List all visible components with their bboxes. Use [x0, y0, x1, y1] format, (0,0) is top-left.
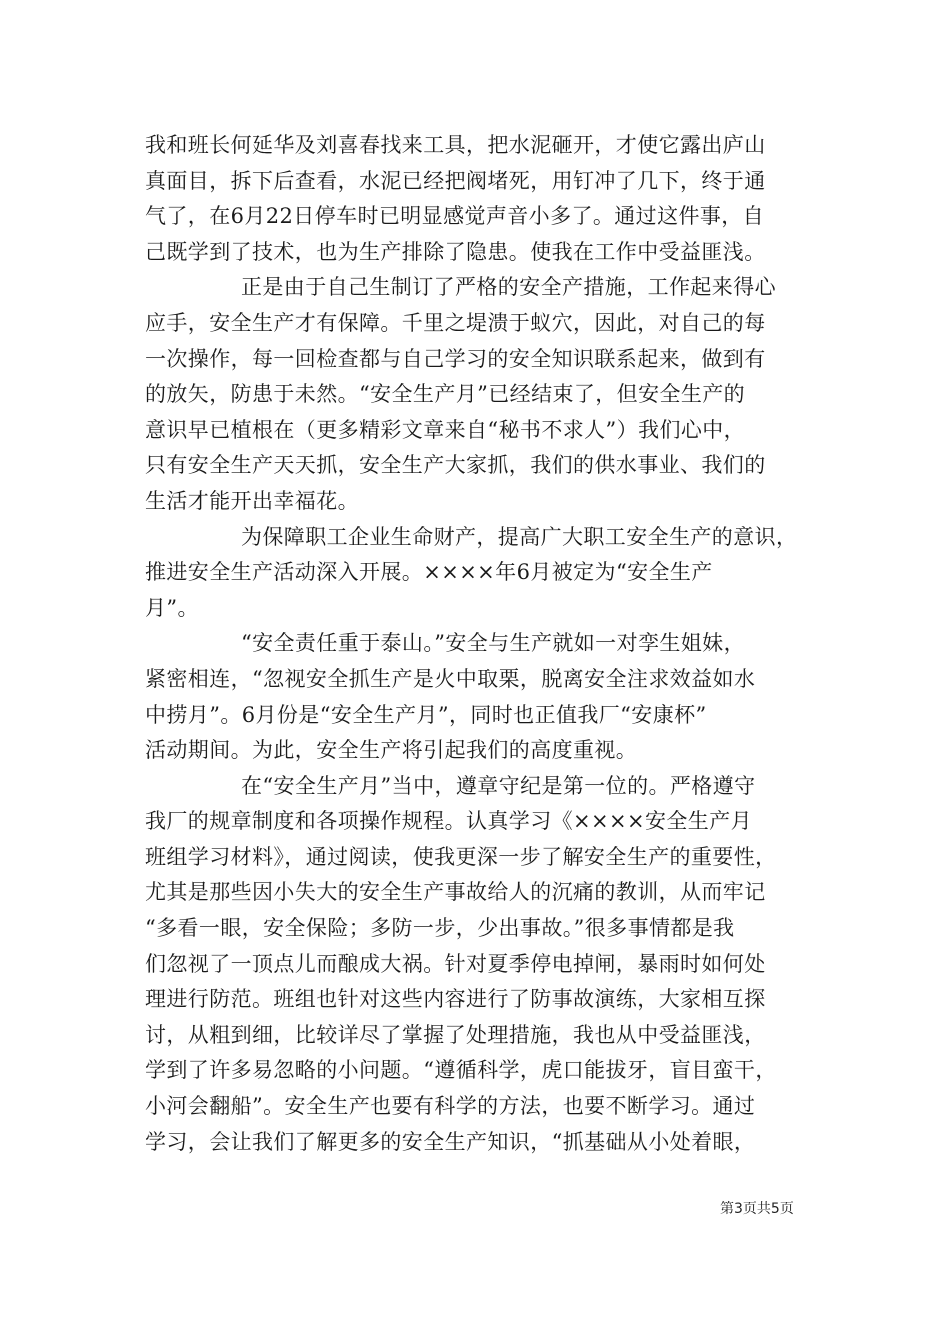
- text-line: 尤其是那些因小失大的安全生产事故给人的沉痛的教训，从而牢记: [145, 880, 766, 905]
- page-number-footer: 第3页共5页: [720, 1201, 794, 1217]
- paragraph-start-line: 正是由于自己生制订了严格的安全产措施，工作起来得心: [241, 275, 776, 300]
- text-line: 紧密相连，“忽视安全抓生产是火中取栗，脱离安全注求效益如水: [145, 666, 756, 691]
- text-line: 一次操作，每一回检查都与自己学习的安全知识联系起来，做到有: [145, 346, 766, 371]
- text-line: 班组学习材料》，通过阅读，使我更深一步了解安全生产的重要性，: [145, 844, 777, 869]
- text-line: 气了，在6月22日停车时已明显感觉声音小多了。通过这件事，自: [145, 204, 765, 229]
- text-line: 学习，会让我们了解更多的安全生产知识，“抓基础从小处着眼，: [145, 1129, 756, 1154]
- text-line: 意识早已植根在（更多精彩文章来自“秘书不求人”）我们心中，: [145, 417, 746, 442]
- text-line: 应手，安全生产才有保障。千里之堤溃于蚁穴，因此，对自己的每: [145, 310, 766, 335]
- paragraph-start-line: “安全责任重于泰山。”安全与生产就如一对孪生姐妹，: [241, 631, 745, 656]
- text-line: 小河会翻船”。安全生产也要有科学的方法，也要不断学习。通过: [145, 1094, 756, 1119]
- text-line: 月”。: [145, 595, 199, 620]
- paragraph-start-line: 在“安全生产月”当中，遵章守纪是第一位的。严格遵守: [241, 773, 756, 798]
- text-line: 真面目，拆下后查看，水泥已经把阀堵死，用钉冲了几下，终于通: [145, 168, 766, 193]
- text-line: 推进安全生产活动深入开展。××××年6月被定为“安全生产: [145, 560, 713, 585]
- text-line: 活动期间。为此，安全生产将引起我们的高度重视。: [145, 738, 638, 763]
- text-line: 我和班长何延华及刘喜春找来工具，把水泥砸开，才使它露出庐山: [145, 133, 766, 157]
- text-line: 中捞月”。6月份是“安全生产月”，同时也正值我厂“安康杯”: [145, 702, 707, 727]
- text-line: 只有安全生产天天抓，安全生产大家抓，我们的供水事业、我们的: [145, 453, 766, 478]
- body-text: [145, 128, 805, 1160]
- text-line: 我厂的规章制度和各项操作规程。认真学习《××××安全生产月: [145, 809, 752, 834]
- text-line: 讨，从粗到细，比较详尽了掌握了处理措施，我也从中受益匪浅，: [145, 1022, 766, 1047]
- text-line: 学到了许多易忽略的小问题。“遵循科学，虎口能拔牙，盲目蛮干，: [145, 1058, 777, 1083]
- text-line: 己既学到了技术，也为生产排除了隐患。使我在工作中受益匪浅。: [145, 239, 766, 264]
- text-line: 理进行防范。班组也针对这些内容进行了防事故演练，大家相互探: [145, 987, 766, 1012]
- text-line: 生活才能开出幸福花。: [145, 488, 359, 513]
- text-line: 们忽视了一顶点儿而酿成大祸。针对夏季停电掉闸，暴雨时如何处: [145, 951, 766, 976]
- text-line: “多看一眼，安全保险；多防一步，少出事故。”很多事情都是我: [145, 916, 735, 941]
- text-line: 的放矢，防患于未然。“安全生产月”已经结束了，但安全生产的: [145, 382, 746, 407]
- paragraph-start-line: 为保障职工企业生命财产，提高广大职工安全生产的意识，: [241, 524, 798, 549]
